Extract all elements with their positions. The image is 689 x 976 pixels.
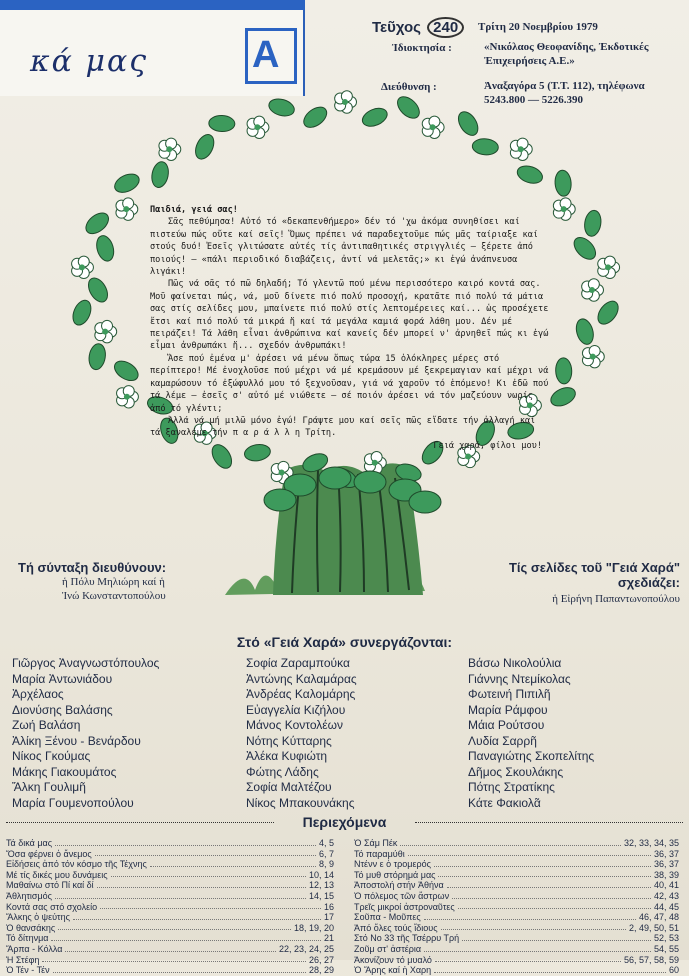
contents-entry-title: Ὁ θανσάκης (6, 922, 56, 933)
contents-entry-title: Ἀπό ὅλες τούς ἴδιους (354, 922, 438, 933)
letter-paragraph: Σᾶς πεθύμησα! Αὐτό τό «δεκαπενθήμερο» δέν τό 'χω ἀκόμα συνηθίσει καί πιστεύω πώς οὔτε καί σεῖς! Ὅμως πρέπει νά παραδεχτοῦμε πώς μᾶς ταίριαξε καί στούς δυό! Ἐσεῖς γλιτώσατε αὐτές τίς ἀντιπαθητικές στριγγλιές — ξέρετε ἀπό ποιούς! — «πάλι περιοδικό διαβάζεις, ἀντί νά μελετᾶς;» κι ἐγώ ἀνάπνευσα λιγάκι! (150, 217, 539, 278)
leaf-icon (548, 384, 578, 410)
issue-label (372, 17, 464, 38)
leaf-icon (360, 105, 390, 130)
contributor-name: Διονύσης Βαλάσης (12, 702, 113, 717)
leaf-icon (69, 298, 94, 328)
contents-entry-pages: 60 (668, 965, 679, 976)
contents-entry-pages: 10, 14 (308, 869, 334, 880)
contents-entry-pages: 36, 37 (653, 859, 679, 870)
contents-entry (6, 912, 334, 923)
letter-greeting: Παιδιά, γειά σας! (150, 205, 238, 215)
dot-leader (55, 891, 306, 899)
leaf-icon (112, 170, 142, 196)
contents-entry (354, 955, 679, 966)
contents-entry (354, 944, 679, 955)
contents-entry (354, 965, 679, 976)
leaf-icon (87, 343, 107, 371)
address-label: Διεύθυνση : (381, 81, 437, 93)
contributor-name: Μαρία Ἀντωνιάδου (12, 671, 113, 686)
contents-entry-title: Σοῦπα - Μοῦπες (354, 912, 421, 923)
dot-leader (97, 880, 306, 888)
dot-leader (434, 859, 651, 867)
contributor-name: Ἀνδρέας Καλομάρης (246, 687, 356, 701)
contents-column-left (6, 838, 334, 976)
letter-paragraph: Ἀλλά νά μή μιλῶ μόνο ἐγώ! Γράψτε μου καί σεῖς πῶς εἴδατε τήν ἀλλαγή καί τά ξαναλέμε τήν π α ρ ά λ λ η Τρίτη. (150, 415, 536, 439)
contributor-name: Γιῶργος Ἀναγνωστόπουλος (12, 656, 160, 670)
contents-entry-title: Ὁ Σάμ Πέκ (354, 838, 398, 848)
contents-entry (6, 965, 334, 976)
ownership-label: Ἰδιοκτησία : (392, 42, 452, 54)
contents-entry-pages: 40, 41 (653, 880, 679, 891)
contents-entry (6, 891, 334, 902)
contributors-title: Στό «Γειά Χαρά» συνεργάζονται: (236, 634, 453, 650)
leaf-icon (394, 93, 424, 123)
contents-entry-pages: 6, 7 (318, 848, 334, 859)
contents-title: Περιεχόμενα (302, 814, 387, 830)
contents-entry-title: Ντένν ε ὁ τρομερός (354, 859, 431, 870)
letter-paragraph: Πῶς νά σᾶς τό πῶ δηλαδή; Τό γλεντῶ πού μένω περισσότερο καιρό κοντά σας. Μοῦ φαίνεται πώς, νά, μοῦ δίνετε πιό πολύ προσοχή, κρατᾶτε πιό πολύ τά μάτια σας στίς σελίδες μου, μπαίνετε πιό πολύ στίς λεπτομέρειες καί... ὡς προσέχετε ἔτσι καί πιό πολύ τά μικρά ἤ καί τά μεγάλα καμιά φορά λάθη μου. Δέν μέ πειράζει! Τά λάθη εἶναι ἀνθρώπινα καί κανείς δέν μπορεί ν' ἀρνηθεῖ πώς κι ἐγώ εἶμαι ἀνθρωπάκι ἤ... σχεδόν ἀνθρωπάκι! (150, 279, 549, 352)
leaf-icon (209, 115, 236, 132)
contributor-name: Μαρία Γουμενοπούλου (12, 795, 134, 810)
issue-label-text: Τεῦχος (372, 19, 421, 36)
contributor-name: Φώτης Λάδης (246, 764, 319, 779)
leaf-icon (515, 163, 545, 186)
address-value: Ἀναξαγόρα 5 (Τ.Τ. 112), τηλέφωνα 5243.800 — 5226.390 (484, 80, 645, 106)
contents-entry-title: Ἄλκης ὁ ψεύτης (6, 912, 70, 923)
contents-entry (6, 923, 334, 934)
contents-entry-title: Τρεῖς μικροί ἀστροναῦτες (354, 901, 455, 912)
contents-entry-title: Ἀκονίζουν τό μυαλό (354, 954, 432, 965)
leaf-icon (300, 103, 330, 131)
dot-leader (58, 923, 291, 931)
contents-entry-title: Ὁ Τέν - Τέν (6, 965, 50, 976)
flower-icon (553, 198, 575, 220)
contributor-name: Ἀλέκα Κυφιώτη (246, 749, 328, 763)
contributor-name: Δῆμος Σκουλάκης (468, 764, 564, 779)
contents-entry (6, 870, 334, 881)
flower-icon (72, 256, 94, 278)
leaf-icon (264, 489, 296, 511)
dot-leader (435, 955, 621, 963)
contributor-name: Σοφία Ζαραμπούκα (246, 656, 350, 670)
contents-entry (6, 880, 334, 891)
dot-leader (441, 923, 626, 931)
contents-entry-pages: 42, 43 (653, 890, 679, 901)
flower-icon (117, 386, 139, 408)
contents-entry-pages: 12, 13 (308, 880, 334, 891)
contents-entry-pages: 56, 57, 58, 59 (623, 954, 679, 965)
leaf-icon (570, 233, 600, 263)
contributor-name: Ζωή Βαλάση (12, 718, 81, 732)
contents-entry-title: Ἀποστολή στήν Ἀθήνα (354, 880, 444, 891)
leaf-icon (111, 357, 142, 384)
dot-leader (434, 965, 666, 973)
leaf-icon (472, 138, 499, 156)
dot-leader (438, 870, 650, 878)
contributor-name: Μαρία Ράμφου (468, 702, 548, 717)
leaf-icon (354, 471, 386, 493)
dot-leader (408, 849, 651, 857)
contents-entry (354, 838, 679, 849)
contents-entry (354, 933, 679, 944)
contents-entry-pages: 14, 15 (308, 890, 334, 901)
dot-leader (447, 880, 651, 888)
contributor-name: Ἄλκη Γουλιμῆ (12, 780, 86, 794)
designer-title: Τίς σελίδες τοῦ "Γειά Χαρά" σχεδιάζει: (508, 560, 680, 590)
editors-credit (18, 560, 258, 603)
contributor-name: Νίκος Γκούμας (12, 749, 91, 763)
contents-entry (354, 859, 679, 870)
contents-entry-title: Ζοῦμ στ' ἀστέρια (354, 943, 422, 954)
contents-entry-title: Ὁ Ἄρης καί ἡ Χαρη (354, 965, 432, 976)
dot-leader (462, 933, 651, 941)
contents-entry (6, 933, 334, 944)
contents-entry-title: Τό παραμύθι (354, 848, 405, 859)
contents-entry-pages: 36, 37 (653, 848, 679, 859)
contributor-name: Γιάννης Ντεμίκολας (468, 671, 571, 686)
dot-leader (452, 891, 651, 899)
designer-name: ἡ Εἰρήνη Παπαντωνοπούλου (552, 593, 680, 605)
leaf-icon (82, 209, 112, 238)
contents-entry (354, 923, 679, 934)
contents-entry-pages: 46, 47, 48 (638, 912, 679, 923)
flower-icon (582, 279, 604, 301)
contents-entry (354, 912, 679, 923)
contents-entry-title: Ὁ πόλεμος τῶν ἄστρων (354, 890, 450, 901)
leaf-icon (85, 275, 112, 306)
contents-entry-pages: 4, 5 (318, 838, 334, 848)
editor-name: Ἰνώ Κωνσταντοπούλου (62, 590, 166, 602)
leaf-icon (454, 108, 481, 139)
leaf-icon (555, 358, 572, 385)
logo-letter: Α (252, 34, 280, 76)
contributor-name: Εὐαγγελία Κιζήλου (246, 702, 346, 717)
contributor-name: Λυδία Σαρρῆ (468, 733, 537, 748)
leaf-icon (554, 170, 572, 197)
contributor-name: Ἀρχέλαος (12, 687, 64, 701)
flower-icon (422, 116, 444, 138)
contents-entry-pages: 2, 49, 50, 51 (628, 922, 679, 933)
contents-entry-pages: 8, 9 (318, 859, 334, 870)
letter-signoff: Γειά χαρά, φίλοι μου! (433, 440, 542, 451)
dot-leader (65, 944, 276, 952)
flower-icon (510, 138, 532, 160)
contents-entry-pages: 28, 29 (308, 965, 334, 976)
editors-title: Τή σύνταξη διευθύνουν: (18, 560, 167, 575)
contributor-name: Νίκος Μπακουνάκης (246, 795, 355, 810)
letter-paragraph: Ἄσε πού ἐμένα μ' ἀρέσει νά μένω ὅπως τώρα 15 ὁλόκληρες μέρες στό περίπτερο! Μέ ἐνοχλοῦσε πού μέχρι νά μέ κρεμάσουν μέ ξεκρεμαγιαν καί μέχρι νά καμαρώσουν τό ἐξώφυλλό μου τό ξεχνοῦσαν, γιά νά χαροῦν τό ἑπόμενο! Κι ἐδῶ πού τά λέμε — ἐσεῖς σ' αὐτό μέ νιώθετε — σέ ποιόν ἀρέσει νά τόν μαζεύουν νωρίς ἀπό τό γλέντι; (150, 353, 549, 414)
contributor-name: Μάνος Κοντολέων (246, 718, 343, 732)
cover-strip (0, 0, 305, 96)
contents-entry-pages: 26, 27 (308, 954, 334, 965)
leaf-icon (319, 467, 351, 489)
contributor-name: Μάια Ρούτσου (468, 718, 545, 732)
dot-leader (424, 944, 651, 952)
contents-entry-pages: 18, 19, 20 (293, 922, 334, 933)
leaf-icon (150, 160, 171, 189)
dot-leader (55, 838, 316, 846)
contents-entry (354, 902, 679, 913)
leaf-icon (574, 317, 597, 346)
contributors-column-3 (468, 656, 594, 811)
contents-entry-title: Ἀθλητισμός (6, 890, 52, 901)
designer-credit (470, 560, 680, 606)
contributors-column-2 (246, 656, 357, 811)
contributor-name: Κάτε Φακιολᾶ (468, 795, 541, 810)
contents-entry (354, 880, 679, 891)
issue-date: Τρίτη 20 Νοεμβρίου 1979 (478, 21, 598, 33)
contents-entry-pages: 21 (323, 933, 334, 944)
contents-entry (6, 944, 334, 955)
contents-entry-title: Ἄρπα - Κόλλα (6, 943, 63, 954)
contents-entry-title: Στό Νο 33 τῆς Τσέρρυ Τρή (354, 933, 460, 944)
dot-leader (400, 838, 621, 846)
dot-leader (424, 912, 636, 920)
flower-icon (116, 198, 138, 220)
dot-leader (73, 912, 321, 920)
contributor-name: Σοφία Μαλτέζου (246, 780, 332, 794)
contents-entry (354, 870, 679, 881)
contents-entry-title: Τό δίτηνμα (6, 933, 49, 944)
flower-icon (247, 116, 269, 138)
flower-icon (95, 320, 117, 342)
dot-leader (95, 849, 316, 857)
contributor-name: Φωτεινή Πιπιλῆ (468, 687, 551, 701)
editorial-letter (150, 204, 550, 452)
contents-entry-pages: 38, 39 (653, 869, 679, 880)
contributor-name: Νότης Κύτταρης (246, 733, 332, 748)
handwritten-title: κά μας (30, 44, 149, 79)
cover-blue-bar (0, 0, 305, 10)
contents-entry (6, 955, 334, 966)
contents-entry (6, 838, 334, 849)
contents-entry-pages: 16 (323, 901, 334, 912)
leaf-icon (594, 297, 622, 327)
leaf-icon (409, 491, 441, 513)
contents-entry-title: Τό μυθ στόρημά μας (354, 869, 436, 880)
contents-entry-pages: 44, 45 (653, 901, 679, 912)
editor-name: ἡ Πόλυ Μηλιώρη καί ἡ (62, 576, 165, 588)
contents-entry-title: Τά δικά μας (6, 838, 53, 848)
contents-entry-title: Μέ τίς δικές μου δυνάμεις (6, 869, 108, 880)
contents-entry (6, 849, 334, 860)
contributor-name: Ἀλίκη Ξένου - Βενάρδου (12, 733, 141, 748)
dot-leader (150, 859, 316, 867)
leaf-icon (583, 209, 603, 237)
contributor-name: Πότης Στρατίκης (468, 780, 555, 794)
dot-leader (100, 902, 321, 910)
contents-entry (354, 891, 679, 902)
leaf-icon (267, 96, 296, 119)
contributor-name: Ἀντώνης Καλαμάρας (246, 671, 357, 686)
flower-icon (598, 256, 620, 278)
ownership-value: «Νικόλαος Θεοφανίδης, Ἐκδοτικές Ἐπιχειρήσεις Α.Ε.» (484, 41, 649, 67)
contributor-name: Παναγιώτης Σκοπελίτης (468, 749, 595, 763)
dot-leader (42, 955, 306, 963)
contributor-name: Βάσω Νικολούλια (468, 656, 562, 670)
dot-leader (111, 870, 306, 878)
dot-leader (53, 965, 306, 973)
contents-entry-title: Ἡ Στέφη (6, 954, 40, 965)
contents-entry (6, 859, 334, 870)
contents-entry-pages: 52, 53 (653, 933, 679, 944)
contents-entry (6, 902, 334, 913)
dot-leader (51, 933, 321, 941)
contents-entry-pages: 54, 55 (653, 943, 679, 954)
contributor-name: Μάκης Γιακουμάτος (12, 764, 117, 779)
contents-entry-title: Εἰδήσεις ἀπό τόν κόσμο τῆς Τέχνης (6, 859, 147, 870)
contents-entry-pages: 17 (323, 912, 334, 923)
contents-rule-right (415, 822, 683, 823)
contents-entry-title: Ὅσα φέρνει ὁ ἄνεμος (6, 848, 92, 859)
flower-icon (159, 138, 181, 160)
contributors-column-1 (12, 656, 159, 811)
contents-entry-title: Μαθαίνω στό Πί καί δί (6, 880, 94, 891)
contents-entry-pages: 22, 23, 24, 25 (278, 943, 334, 954)
contents-entry-pages: 32, 33, 34, 35 (623, 838, 679, 848)
contents-entry (354, 849, 679, 860)
issue-number: 240 (427, 17, 464, 38)
flower-icon (335, 91, 357, 113)
contents-entry-title: Κοντά σας στό σχολείο (6, 901, 98, 912)
flower-icon (582, 345, 604, 367)
leaf-icon (94, 234, 117, 263)
contents-column-right (354, 838, 679, 976)
dot-leader (458, 902, 651, 910)
leaf-icon (192, 132, 218, 162)
